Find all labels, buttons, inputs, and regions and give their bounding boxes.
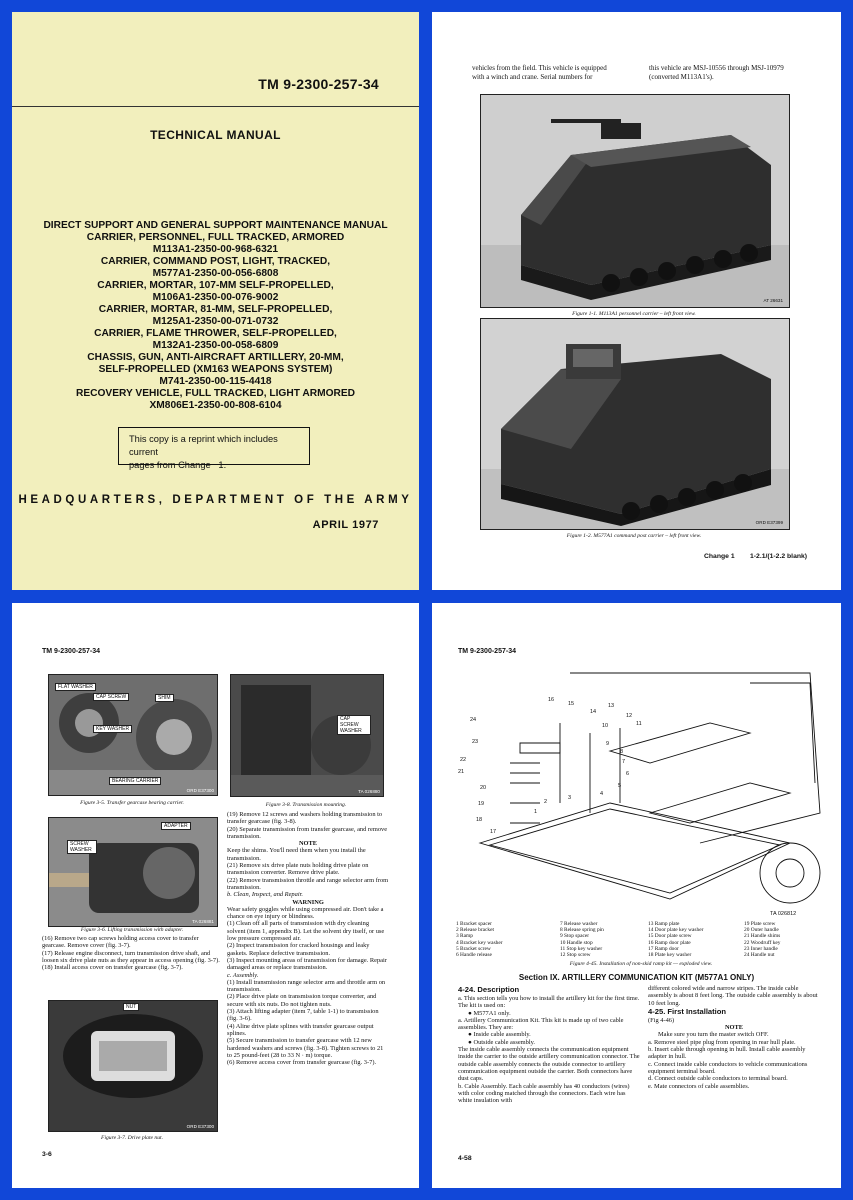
- left-column-text: [458, 985, 640, 1104]
- callout: 3: [568, 795, 572, 801]
- reprint-notice-box: [118, 427, 310, 470]
- text-line: (converted M113A1's).: [649, 72, 714, 81]
- cover-rule: [12, 106, 419, 107]
- procedure-step: (1) Clean off all parts of transmission with dry cleaning solvent (item 1, appendix B). Let the solvent dry itself, or use low pressure compressed air.: [227, 920, 385, 943]
- figure-3-8-caption: Figure 3-8. Transmission mounting.: [265, 802, 347, 808]
- title-line: M577A1-2350-00-056-6808: [152, 268, 279, 279]
- procedure-step: (18) Install access cover on transfer gearcase (fig. 3-7).: [42, 964, 183, 972]
- figure-3-6-code: TA 026881: [192, 919, 214, 924]
- procedure-step: (5) Secure transmission to transfer gearcase with 12 new hardened washers and screws (fig. 3-8). Tighten screws to 21 to 25 pound-feet (28 to 33 N · m) torque.: [227, 1037, 384, 1059]
- title-line: M125A1-2350-00-071-0732: [152, 316, 279, 327]
- paragraph: b. Cable Assembly. Each cable assembly has 40 conductors (wires) with color coding matched through the connectors. Each wire has white insulation with: [458, 1082, 630, 1105]
- legend-item: 5 Bracket screw: [456, 945, 491, 952]
- note-title: NOTE: [298, 840, 318, 848]
- label-flat-washer: FLAT WASHER: [55, 683, 96, 691]
- figure-3-5-code: ORD E37300: [186, 788, 214, 793]
- legend-row: [456, 952, 826, 958]
- note-text: Make sure you turn the master switch OFF.: [658, 1031, 769, 1039]
- callout: 16: [548, 697, 555, 703]
- callout: 22: [460, 757, 467, 763]
- legend-item: 16 Ramp door plate: [648, 939, 691, 946]
- label-nut: NUT: [123, 1003, 139, 1011]
- legend-item: 13 Ramp plate: [648, 921, 680, 927]
- legend-item: 20 Outer handle: [744, 927, 779, 934]
- paragraph: different colored wide and narrow stripes. The inside cable assembly is about 8 feet long. The outside cable assembly is about 10 feet long.: [648, 985, 818, 1007]
- figure-3-5-photo: [48, 674, 218, 796]
- callout: 15: [568, 701, 575, 707]
- procedure-step: (21) Remove six drive plate nuts holding drive plate on transmission converter. Remove drive plate.: [227, 862, 369, 877]
- legend-item: 14 Door plate key washer: [648, 927, 704, 934]
- callout: 8: [620, 749, 624, 755]
- legend-item: 24 Handle nut: [744, 952, 775, 959]
- procedure-step: d. Connect outside cable conductors to terminal board.: [648, 1075, 788, 1083]
- cover-title-block: [42, 220, 389, 412]
- bullet-item: ● Inside cable assembly.: [468, 1031, 531, 1039]
- legend-item: 11 Stop key washer: [560, 945, 603, 952]
- callout: 14: [590, 709, 597, 715]
- title-line: M113A1-2350-00-968-6321: [152, 244, 279, 255]
- procedure-step: (22) Remove transmission throttle and range selector arm from transmission.: [227, 876, 389, 891]
- callout: 7: [622, 759, 626, 765]
- callout: 17: [490, 829, 497, 835]
- bullet-item: ● Outside cable assembly.: [468, 1038, 535, 1046]
- title-line: DIRECT SUPPORT AND GENERAL SUPPORT MAINTENANCE MANUAL: [43, 220, 388, 231]
- procedure-step: (4) Aline drive plate splines with transfer gearcase output splines.: [227, 1022, 374, 1037]
- callout: 11: [636, 721, 642, 727]
- procedure-step: (19) Remove 12 screws and washers holding transmission to transfer gearcase (fig. 3-8).: [227, 811, 383, 826]
- title-line: CHASSIS, GUN, ANTI-AIRCRAFT ARTILLERY, 20-MM,: [87, 352, 344, 363]
- m113a1-vehicle-image: [481, 95, 789, 307]
- note-text: Keep the shims. You'll need them when you install the transmission.: [227, 847, 366, 862]
- procedure-step: a. Remove steel pipe plug from opening in rear hull plate.: [648, 1038, 796, 1046]
- heading-4-25: 4-25. First Installation: [648, 1006, 727, 1016]
- figure-3-8-photo: [230, 674, 384, 797]
- legend-item: 12 Stop screw: [560, 952, 591, 959]
- figure-3-8-code: TA 026880: [358, 789, 380, 794]
- section-c-heading: c. Assembly.: [227, 971, 259, 979]
- label-cap-screw-washer: CAP SCREW WASHER: [337, 715, 371, 735]
- legend-item: 19 Plate screw: [744, 921, 776, 927]
- legend-item: 15 Door plate screw: [648, 933, 692, 940]
- procedure-step: (20) Separate transmission from transfer gearcase, and remove transmission.: [227, 825, 388, 840]
- page-number: 4-58: [458, 1155, 472, 1162]
- figure-3-7-caption: Figure 3-7. Drive plate nut.: [101, 1135, 163, 1141]
- bullet-text: Outside cable assembly.: [473, 1038, 535, 1046]
- page-header: TM 9-2300-257-34: [458, 648, 516, 655]
- legend-item: 10 Handle stop: [560, 939, 593, 946]
- callout: 10: [602, 723, 609, 729]
- title-line: RECOVERY VEHICLE, FULL TRACKED, LIGHT ARMORED: [75, 388, 356, 399]
- procedure-step: (17) Release engine disconnect, turn transmission drive shaft, and loosen six drive plate nuts as they appear in access opening (fig. 3-7).: [42, 949, 220, 964]
- callout: 9: [606, 741, 610, 747]
- paragraph: a. This section tells you how to install the artillery kit for the first time. The kit is used on:: [458, 995, 640, 1010]
- legend-item: 17 Ramp door: [648, 945, 679, 952]
- callout: 6: [626, 771, 630, 777]
- exploded-view-diagram: [450, 663, 830, 921]
- title-line: M106A1-2350-00-076-9002: [152, 292, 279, 303]
- footer-page-number: 1-2.1/(1-2.2 blank): [750, 553, 808, 560]
- page-header: TM 9-2300-257-34: [42, 648, 100, 655]
- procedure-step: (3) Attach lifting adapter (item 7, table 1-1) to transmission (fig. 3-6).: [227, 1008, 379, 1023]
- technical-manual-heading: TECHNICAL MANUAL: [150, 128, 281, 142]
- right-column-text: [648, 985, 820, 1090]
- figure-3-7-photo: [48, 1000, 218, 1132]
- procedure-step: b. Insert cable through opening in hull. Install cable assembly adapter in hull.: [648, 1046, 806, 1061]
- title-line: XM806E1-2350-00-808-6104: [149, 400, 282, 411]
- paragraph: The inside cable assembly connects the communication equipment inside the carrier to the outside artillery communication connector. The outside cable assembly connects the outside connector to artillery communication equipment outside the carrier. Both connectors have dust caps.: [458, 1046, 640, 1083]
- paragraph: a. Artillery Communication Kit. This kit is made up of two cable assemblies. They are:: [458, 1016, 624, 1032]
- reprint-text: pages from Change: [129, 460, 211, 470]
- page-number: 3-6: [42, 1151, 52, 1158]
- m113a1-photo: [480, 94, 790, 308]
- top-text-right: [649, 64, 824, 81]
- section-b-heading: b. Clean, Inspect, and Repair.: [227, 891, 303, 899]
- procedure-step: (1) Install transmission range selector arm and throttle arm on transmission.: [227, 978, 386, 994]
- title-line: CARRIER, MORTAR, 107-MM SELF-PROPELLED,: [97, 280, 334, 291]
- diagram-code: TA 026812: [770, 911, 797, 917]
- bullet-item: ● M577A1 only.: [468, 1009, 511, 1017]
- bullet-text: M577A1 only.: [473, 1009, 511, 1017]
- procedure-step: (3) Inspect mounting areas of transmission for damage. Repair damaged areas or replace transmission.: [227, 956, 387, 972]
- legend-item: 8 Release spring pin: [560, 927, 604, 934]
- drive-plate-nut-image: [49, 1001, 217, 1131]
- heading-4-24: 4-24. Description: [458, 985, 520, 994]
- procedure-step: (6) Remove access cover from transfer gearcase (fig. 3-7).: [227, 1059, 377, 1067]
- label-screw-washer: SCREW WASHER: [67, 840, 97, 854]
- lifting-transmission-image: [49, 818, 217, 926]
- legend-item: 4 Bracket key washer: [456, 939, 503, 946]
- page-vehicle-photos: [432, 12, 841, 590]
- legend-item: 3 Ramp: [456, 933, 473, 940]
- text-line: this vehicle are MSJ-10556 through MSJ-10979: [649, 64, 784, 72]
- parts-legend: [456, 921, 826, 958]
- photo2-code: ORD E37399: [755, 520, 783, 525]
- callout: 1: [534, 809, 538, 815]
- label-shim: SHIM: [155, 694, 174, 702]
- cover-page: [12, 12, 419, 590]
- legend-item: 21 Handle shims: [744, 933, 781, 940]
- title-line: CARRIER, FLAME THROWER, SELF-PROPELLED,: [94, 328, 337, 339]
- reprint-line-2: [129, 459, 299, 472]
- photo1-code: AT 26631: [763, 298, 783, 303]
- legend-item: 9 Stop spacer: [560, 933, 590, 940]
- transmission-mounting-image: [231, 675, 383, 796]
- label-bearing-carrier: BEARING CARRIER: [109, 777, 161, 785]
- procedure-step: e. Mate connectors of cable assemblies.: [648, 1082, 750, 1090]
- headquarters-line: HEADQUARTERS, DEPARTMENT OF THE ARMY: [18, 494, 413, 506]
- m577a1-vehicle-image: [481, 319, 789, 529]
- procedure-step: c. Connect inside cable conductors to vehicle communications equipment terminal board.: [648, 1060, 808, 1075]
- legend-item: 18 Plate key washer: [648, 952, 692, 959]
- figure-4-45-caption: Figure 4-45. Installation of non-skid ramp kit — exploded view.: [569, 961, 713, 967]
- callout: 18: [476, 817, 483, 823]
- top-text-left: [472, 64, 632, 81]
- tm-number: TM 9-2300-257-34: [258, 76, 379, 92]
- callout: 21: [458, 769, 465, 775]
- callout: 13: [608, 703, 615, 709]
- title-line: CARRIER, PERSONNEL, FULL TRACKED, ARMORED: [86, 232, 345, 243]
- page-4-58: [432, 603, 841, 1188]
- warning-text: Wear safety goggles while using compressed air. Don't take a chance on eye injury or blindness.: [227, 905, 384, 921]
- text-line: with a winch and crane. Serial numbers for: [472, 72, 593, 81]
- reprint-line-1: This copy is a reprint which includes current: [129, 434, 278, 457]
- legend-item: 2 Release bracket: [456, 927, 495, 934]
- title-line: CARRIER, MORTAR, 81-MM, SELF-PROPELLED,: [98, 304, 333, 315]
- right-column-text: [227, 811, 389, 1066]
- page-3-6: [12, 603, 419, 1188]
- title-line: M132A1-2350-00-058-6809: [152, 340, 279, 351]
- label-cap-screw: CAP SCREW: [93, 693, 129, 701]
- publication-date: APRIL 1977: [312, 519, 379, 531]
- callout: 5: [618, 783, 622, 789]
- text-line: vehicles from the field. This vehicle is equipped: [472, 64, 607, 72]
- callout: 19: [478, 801, 485, 807]
- callout: 24: [470, 717, 477, 723]
- label-adapter: ADAPTER: [161, 822, 191, 830]
- title-line: CARRIER, COMMAND POST, LIGHT, TRACKED,: [100, 256, 331, 267]
- ramp-kit-drawing: [450, 663, 830, 921]
- callout: 23: [472, 739, 479, 745]
- procedure-step: (16) Remove two cap screws holding access cover to transfer gearcase. Remove cover (fig. 3-7).: [42, 935, 199, 950]
- figure-1-2-caption: Figure 1-2. M577A1 command post carrier – left front view.: [566, 533, 702, 539]
- reprint-change-number: 1.: [218, 460, 227, 470]
- callout: 2: [544, 799, 548, 805]
- figure-3-5-caption: Figure 3-5. Transfer gearcase bearing carrier.: [80, 800, 184, 806]
- procedure-step: (2) Inspect transmission for cracked housings and leaky gaskets. Replace defective transmission.: [227, 942, 370, 957]
- legend-item: 6 Handle release: [456, 952, 492, 959]
- title-line: SELF-PROPELLED (XM163 WEAPONS SYSTEM): [98, 364, 333, 375]
- figure-1-1-caption: Figure 1-1. M113A1 personnel carrier – left front view.: [572, 311, 696, 317]
- bullet-text: Inside cable assembly.: [473, 1031, 531, 1039]
- left-column-text: [42, 935, 220, 971]
- figure-3-7-code: ORD E37300: [186, 1124, 214, 1129]
- title-line: M741-2350-00-115-4418: [159, 376, 272, 387]
- callout: 20: [480, 785, 487, 791]
- note-title: NOTE: [724, 1024, 744, 1032]
- warning-title: WARNING: [292, 898, 324, 906]
- label-key-washer: KEY WASHER: [93, 725, 132, 733]
- legend-item: 1 Bracket spacer: [456, 921, 492, 927]
- figure-reference: (Fig 4-46): [648, 1016, 675, 1024]
- procedure-step: (2) Place drive plate on transmission torque converter, and secure with six nuts. Do not tighten nuts.: [227, 993, 377, 1008]
- figure-3-6-caption: Figure 3-6. Lifting transmission with adapter.: [80, 927, 184, 933]
- figure-3-6-photo: [48, 817, 218, 927]
- footer-change: Change 1: [704, 553, 735, 560]
- m577a1-photo: [480, 318, 790, 530]
- section-ix-title: Section IX. ARTILLERY COMMUNICATION KIT (M577A1 ONLY): [518, 973, 755, 982]
- callout: 4: [600, 791, 604, 797]
- callout: 12: [626, 713, 633, 719]
- legend-item: 23 Inner handle: [744, 945, 778, 952]
- legend-item: 22 Woodruff key: [744, 939, 781, 946]
- legend-item: 7 Release washer: [560, 921, 598, 927]
